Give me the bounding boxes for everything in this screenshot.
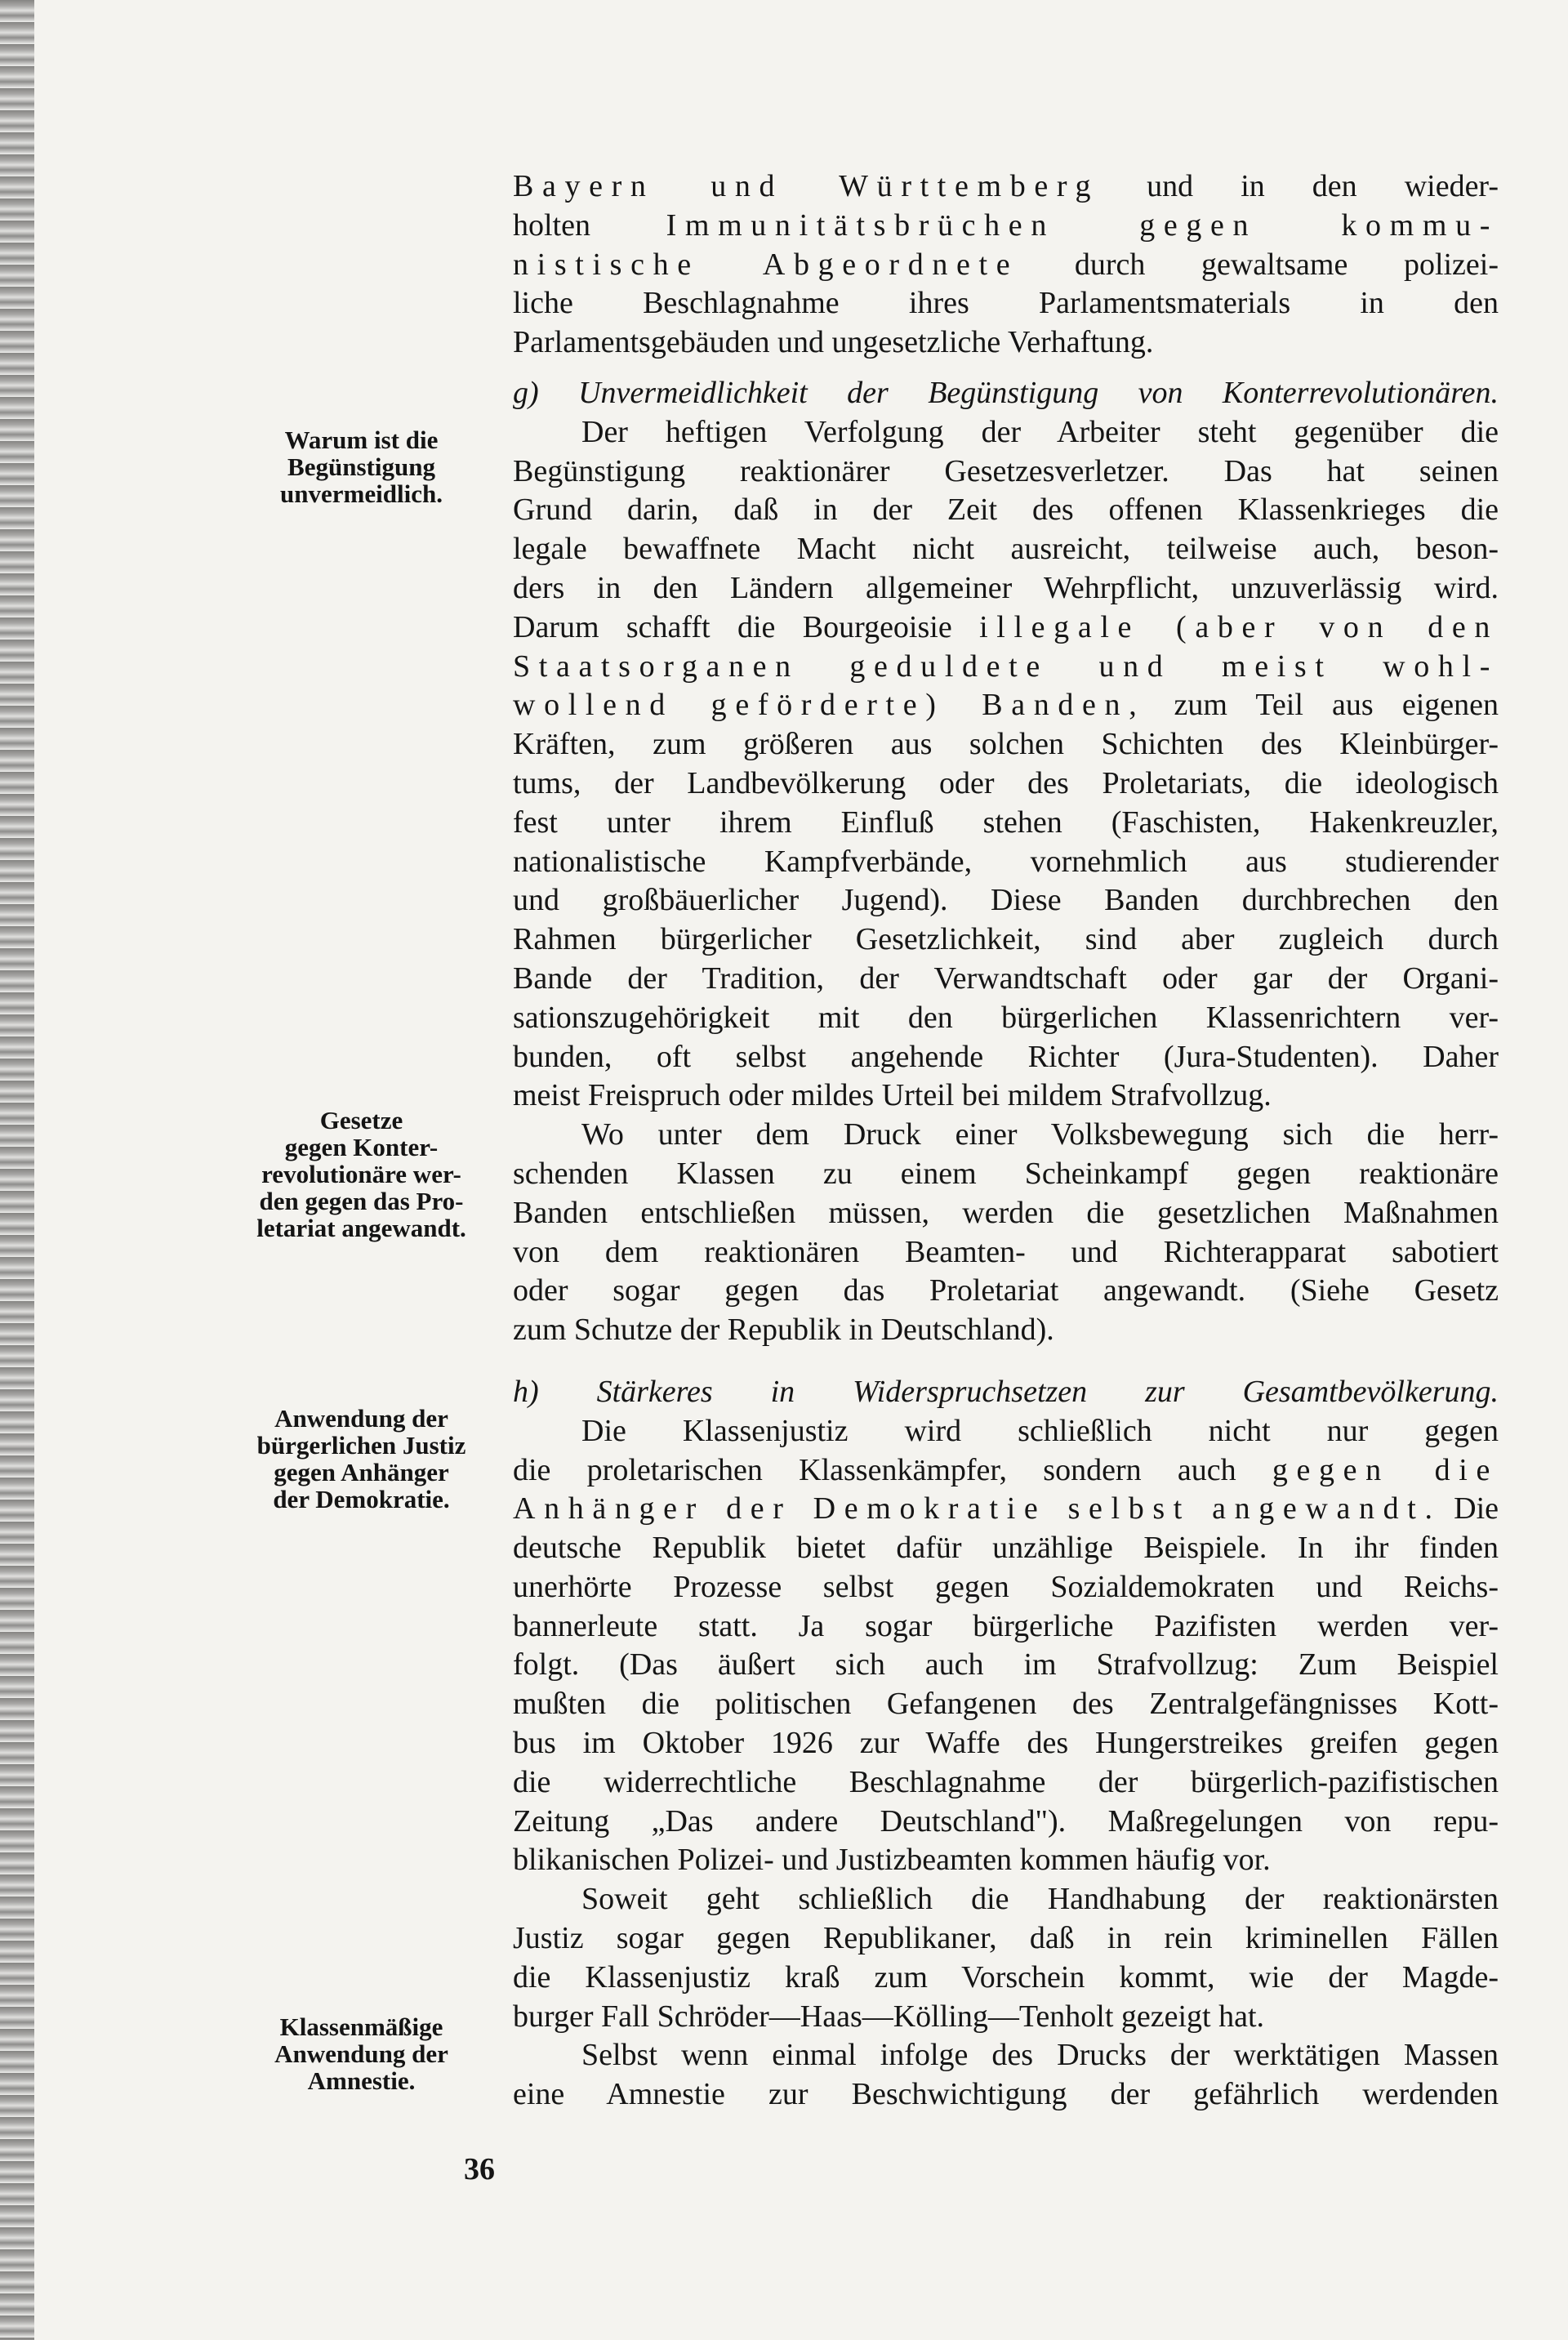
margin-note-gesetze: Gesetze gegen Konter- revolutionäre wer- den gegen das Pro- letariat angewandt. <box>256 1106 466 1242</box>
paragraph-beguenstigung: Der heftigen Verfolgung der Arbeiter steht gegenüber die Begünstigung reaktionärer Gesetzesverletzer. Das hat seinen Grund darin, daß in der Zeit des offenen Klassenkrieges die legale bewaffnete Macht nicht ausreicht, teilweise auch, beson- ders in den Ländern allgemeiner Wehrpflicht, unzuverlässig wird. Darum schafft die Bourgeoisie illegale (aber von den Staatsorganen geduldete und meist wohl- wollend geförderte) Banden, zum Teil aus eigenen Kräften, zum größeren aus solchen Schichten des Kleinbürger- tums, der Landbevölkerung oder des Proletariats, die ideologisch fest unter ihrem Einfluß stehen (Faschisten, Hakenkreuzler, nationalistische Kampfverbände, vornehmlich aus studierender und großbäuerlicher Jugend). Diese Banden durchbrechen den Rahmen bürgerlicher Gesetzlichkeit, sind aber zugleich durch Bande der Tradition, der Verwandtschaft oder gar der Organi- sationszugehörigkeit mit den bürgerlichen Klassenrichtern ver- bunden, oft selbst angehende Richter (Jura-Studenten). Daher meist Freispruch oder mildes Urteil bei mildem Strafvollzug. <box>513 414 1499 1113</box>
page-number: 36 <box>464 2152 495 2186</box>
paragraph-amnestie: Selbst wenn einmal infolge des Drucks der werktätigen Massen eine Amnestie zur Beschwichtigung der gefährlich werdenden <box>513 2038 1499 2112</box>
margin-note-amnestie: Klassenmäßige Anwendung der Amnestie. <box>274 2012 448 2095</box>
paragraph-bayern: Bayern und Württemberg und in den wieder- <box>513 169 1499 203</box>
margin-note-anwendung-justiz: Anwendung der bürgerlichen Justiz gegen Anhänger der Demokratie. <box>256 1404 466 1513</box>
margin-note-beguenstigung: Warum ist die Begünstigung unvermeidlich. <box>280 426 443 508</box>
section-heading-g: g) Unvermeidlichkeit der Begünstigung von Konterrevolutionären. <box>513 375 1499 410</box>
main-text-column: Bayern und Württemberg und in den wieder- holten Immunitätsbrüchen gegen kommu- nistische Abgeordnete durch gewaltsame polizei- liche Beschlagnahme ihres Parlamentsmaterials in den Parlamentsgebäuden und ungesetzliche Verhaftung. g) Unvermeidlichkeit der Begünstigung von Konterrevolutionären. Der heftigen Verfolgung der Arbeiter steht gegenüber die Begünstigung reaktionärer Gesetzesverletzer. Das hat seinen Grund darin, daß in der Zeit des offenen Klassenkrieges die legale bewaffnete Macht nicht ausreicht, teilweise auch, beson- ders in den Ländern allgemeiner Wehrpflicht, unzuverlässig wird. Darum schafft die Bourgeoisie illegale (aber von den Staatsorganen geduldete und meist wohl- wollend geförderte) Banden, zum Teil aus eigenen Kräften, zum größeren aus solchen Schichten des Kleinbürger- tums, der Landbevölkerung oder des Proletariats, die ideologisch fest unter ihrem Einfluß stehen (Faschisten, Hakenkreuzler, nationalistische Kampfverbände, vornehmlich aus studierender und großbäuerlicher Jugend). Diese Banden durchbrechen den Rahmen bürgerlicher Gesetzlichkeit, sind aber zugleich durch Bande der Tradition, der Verwandtschaft oder gar der Organi- sationszugehörigkeit mit den bürgerlichen Klassenrichtern ver- bunden, oft selbst angehende Richter (Jura-Studenten). Daher meist Freispruch oder mildes Urteil bei mildem Strafvollzug. Wo unter dem Druck einer Volksbewegung sich die herr- schenden Klassen zu einem Scheinkampf gegen reaktionäre Banden entschließen müssen, werden die gesetzlichen Maßnahmen von dem reaktionären Beamten- und Richterapparat sabotiert oder sogar gegen das Proletariat angewandt. (Siehe Gesetz zum Schutze der Republik in Deutschland). h) Stärkeres in Widerspruchsetzen zur Gesamtbevölkerung. Die Klassenjustiz wird schließlich nicht nur gegen die proletarischen Klassenkämpfer, sondern auch gegen die Anhänger der Demokratie selbst angewandt. Die deutsche Republik bietet dafür unzählige Beispiele. In ihr finden unerhörte Prozesse selbst gegen Sozialdemokraten und Reichs- bannerleute statt. Ja sogar bürgerliche Pazifisten werden ver- folgt. (Das äußert sich auch im Strafvollzug: Zum Beispiel mußten die politischen Gefangenen des Zentralgefängnisses Kott- bus im Oktober 1926 zur Waffe des Hungerstreikes greifen gegen die widerrechtliche Beschlagnahme der bürgerlich-pazifistischen Zeitung „Das andere Deutschland"). Maßregelungen von repu- blikanischen Polizei- und Justizbeamten kommen häufig vor. Soweit geht schließlich die Handhabung der reaktionärsten Justiz sogar gegen Republikaner, daß in rein kriminellen Fällen die Klassenjustiz kraß zum Vorschein kommt, wie der Magde- burger Fall Schröder—Haas—Kölling—Tenholt gezeigt hat. Selbst wenn einmal infolge des Drucks der werktätigen Massen eine Amnestie zur Beschwichtigung der gefährlich werdenden <box>513 167 1499 2115</box>
paragraph-scheinkampf: Wo unter dem Druck einer Volksbewegung sich die herr- schenden Klassen zu einem Scheinkampf gegen reaktionäre Banden entschließen müssen, werden die gesetzlichen Maßnahmen von dem reaktionären Beamten- und Richterapparat sabotiert oder sogar gegen das Proletariat angewandt. (Siehe Gesetz zum Schutze der Republik in Deutschland). <box>513 1117 1499 1348</box>
scanned-page-edge <box>0 0 34 2340</box>
paragraph-klassenjustiz: Die Klassenjustiz wird schließlich nicht nur gegen die proletarischen Klassenkämpfer, sondern auch gegen die Anhänger der Demokratie selbst angewandt. Die deutsche Republik bietet dafür unzählige Beispiele. In ihr finden unerhörte Prozesse selbst gegen Sozialdemokraten und Reichs- bannerleute statt. Ja sogar bürgerliche Pazifisten werden ver- folgt. (Das äußert sich auch im Strafvollzug: Zum Beispiel mußten die politischen Gefangenen des Zentralgefängnisses Kott- bus im Oktober 1926 zur Waffe des Hungerstreikes greifen gegen die widerrechtliche Beschlagnahme der bürgerlich-pazifistischen Zeitung „Das andere Deutschland"). Maßregelungen von repu- blikanischen Polizei- und Justizbeamten kommen häufig vor. <box>513 1413 1499 1878</box>
section-heading-h: h) Stärkeres in Widerspruchsetzen zur Gesamtbevölkerung. <box>513 1374 1499 1409</box>
paragraph-republikaner: Soweit geht schließlich die Handhabung der reaktionärsten Justiz sogar gegen Republikaner, daß in rein kriminellen Fällen die Klassenjustiz kraß zum Vorschein kommt, wie der Magde- burger Fall Schröder—Haas—Kölling—Tenholt gezeigt hat. <box>513 1882 1499 2034</box>
